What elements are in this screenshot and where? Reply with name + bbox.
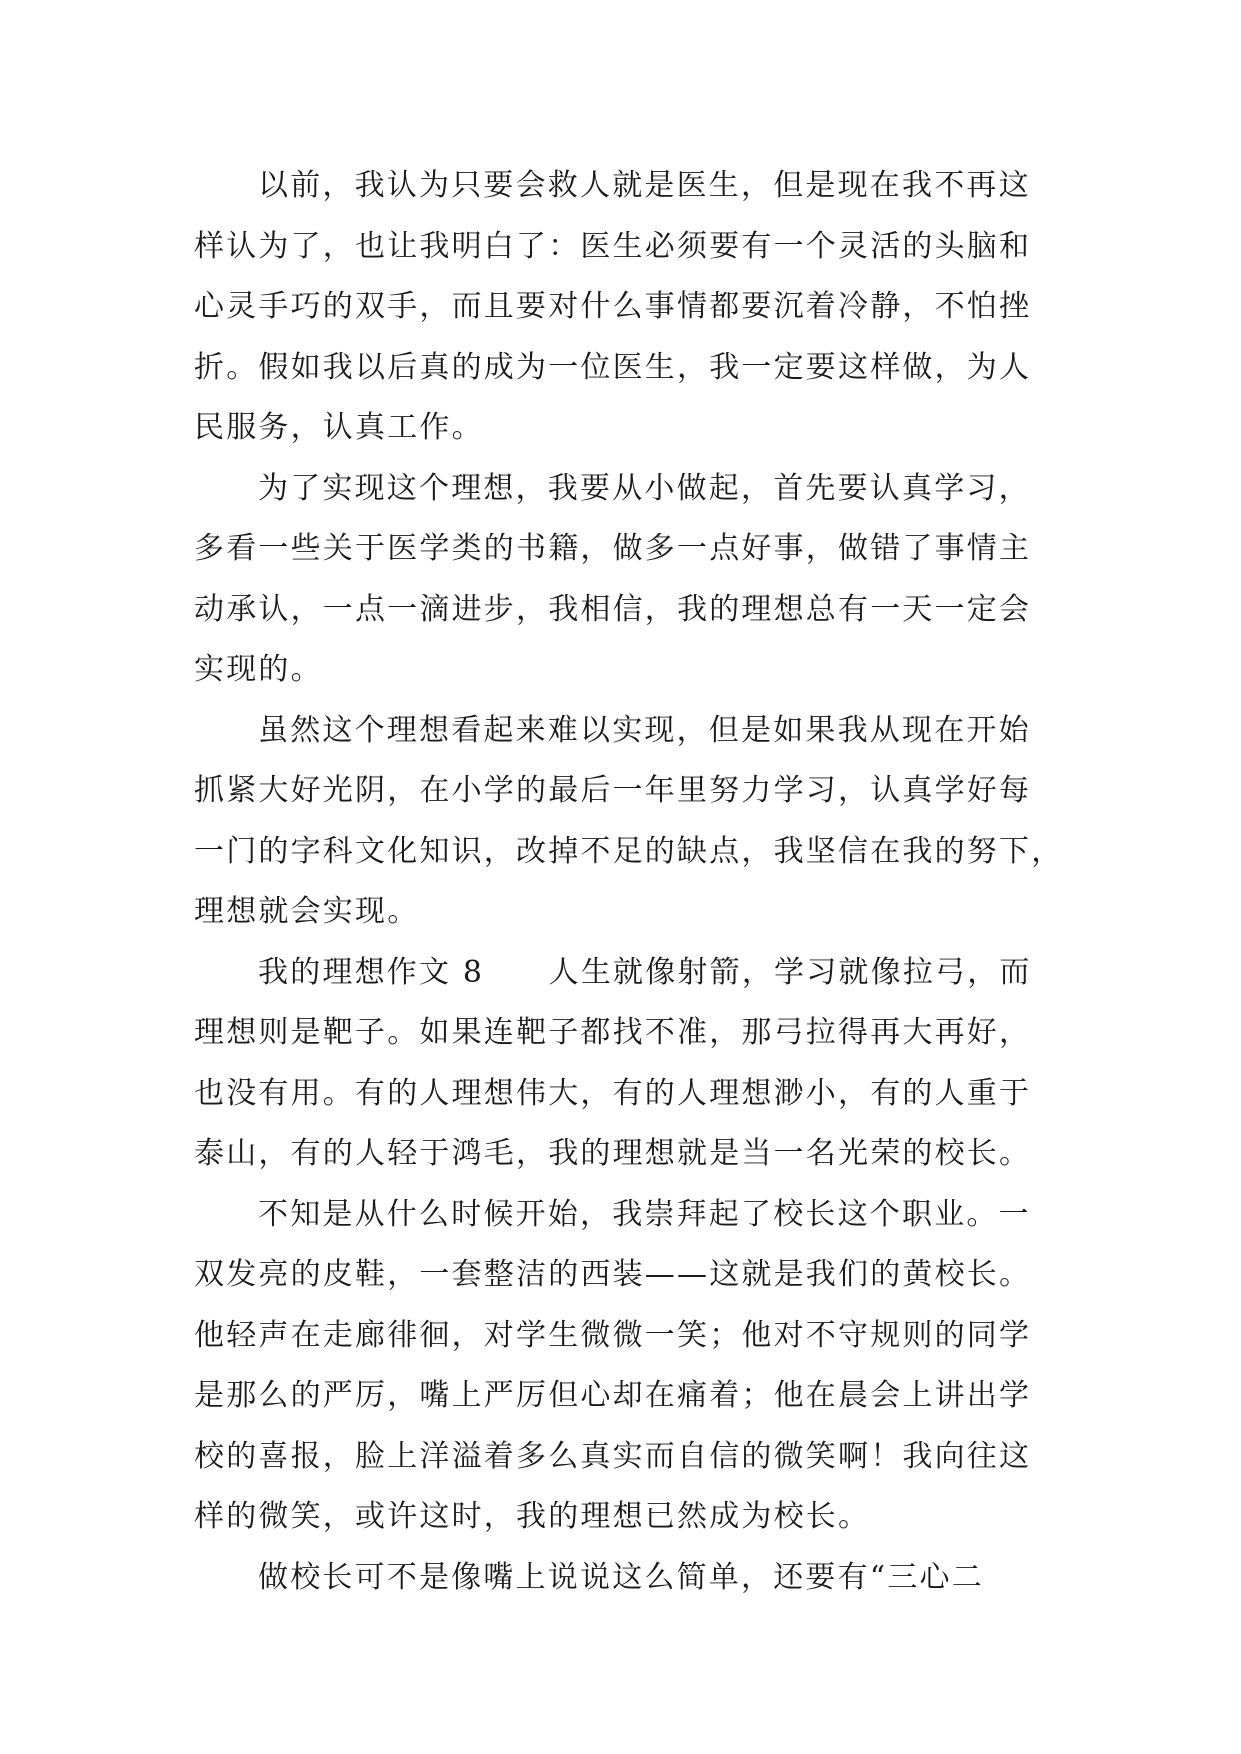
- text-line: 以前，我认为只要会救人就是医生，但是现在我不再这: [258, 168, 1031, 203]
- text-line: 他轻声在走廊徘徊，对学生微微一笑；他对不守规则的同学: [194, 1317, 1032, 1353]
- text-line: 折。假如我以后真的成为一位医生，我一定要这样做，为人: [194, 349, 1032, 385]
- text-line: 理想就会实现。: [194, 894, 420, 929]
- text-line: 动承认，一点一滴进步，我相信，我的理想总有一天一定会: [194, 591, 1032, 627]
- text-line: 抓紧大好光阴，在小学的最后一年里努力学习，认真学好每: [194, 773, 1032, 808]
- text-line: 多看一些关于医学类的书籍，做多一点好事，做错了事情主: [194, 531, 1032, 566]
- text-line: 理想则是靶子。如果连靶子都找不准，那弓拉得再大再好，: [194, 1015, 1032, 1050]
- text-line: 我的理想作文 8 人生就像射箭，学习就像拉弓，而: [258, 954, 1032, 990]
- text-line: 样认为了，也让我明白了：医生必须要有一个灵活的头脑和: [194, 228, 1032, 264]
- body-text: [194, 156, 1064, 1608]
- text-line: 实现的。: [194, 652, 323, 687]
- text-line: 虽然这个理想看起来难以实现，但是如果我从现在开始: [258, 712, 1031, 748]
- text-line: 样的微笑，或许这时，我的理想已然成为校长。: [194, 1499, 871, 1534]
- text-line: 心灵手巧的双手，而且要对什么事情都要沉着冷静，不怕挫: [194, 289, 1032, 324]
- text-line: 为了实现这个理想，我要从小做起，首先要认真学习，: [258, 470, 1031, 506]
- text-line: 民服务，认真工作。: [194, 410, 484, 445]
- text-line: 一门的字科文化知识，改掉不足的缺点，我坚信在我的努下，: [194, 833, 1064, 869]
- text-line: 泰山，有的人轻于鸿毛，我的理想就是当一名光荣的校长。: [194, 1136, 1032, 1171]
- text-line: 双发亮的皮鞋，一套整洁的西装——这就是我们的黄校长。: [194, 1257, 1032, 1292]
- text-line: 不知是从什么时候开始，我崇拜起了校长这个职业。一: [258, 1196, 1031, 1232]
- text-line: 也没有用。有的人理想伟大，有的人理想渺小，有的人重于: [194, 1075, 1032, 1111]
- text-line: 是那么的严厉，嘴上严厉但心却在痛着；他在晨会上讲出学: [194, 1378, 1032, 1413]
- text-line: 做校长可不是像嘴上说说这么简单，还要有“三心二: [258, 1559, 984, 1595]
- text-line: 校的喜报，脸上洋溢着多么真实而自信的微笑啊！我向往这: [194, 1438, 1032, 1474]
